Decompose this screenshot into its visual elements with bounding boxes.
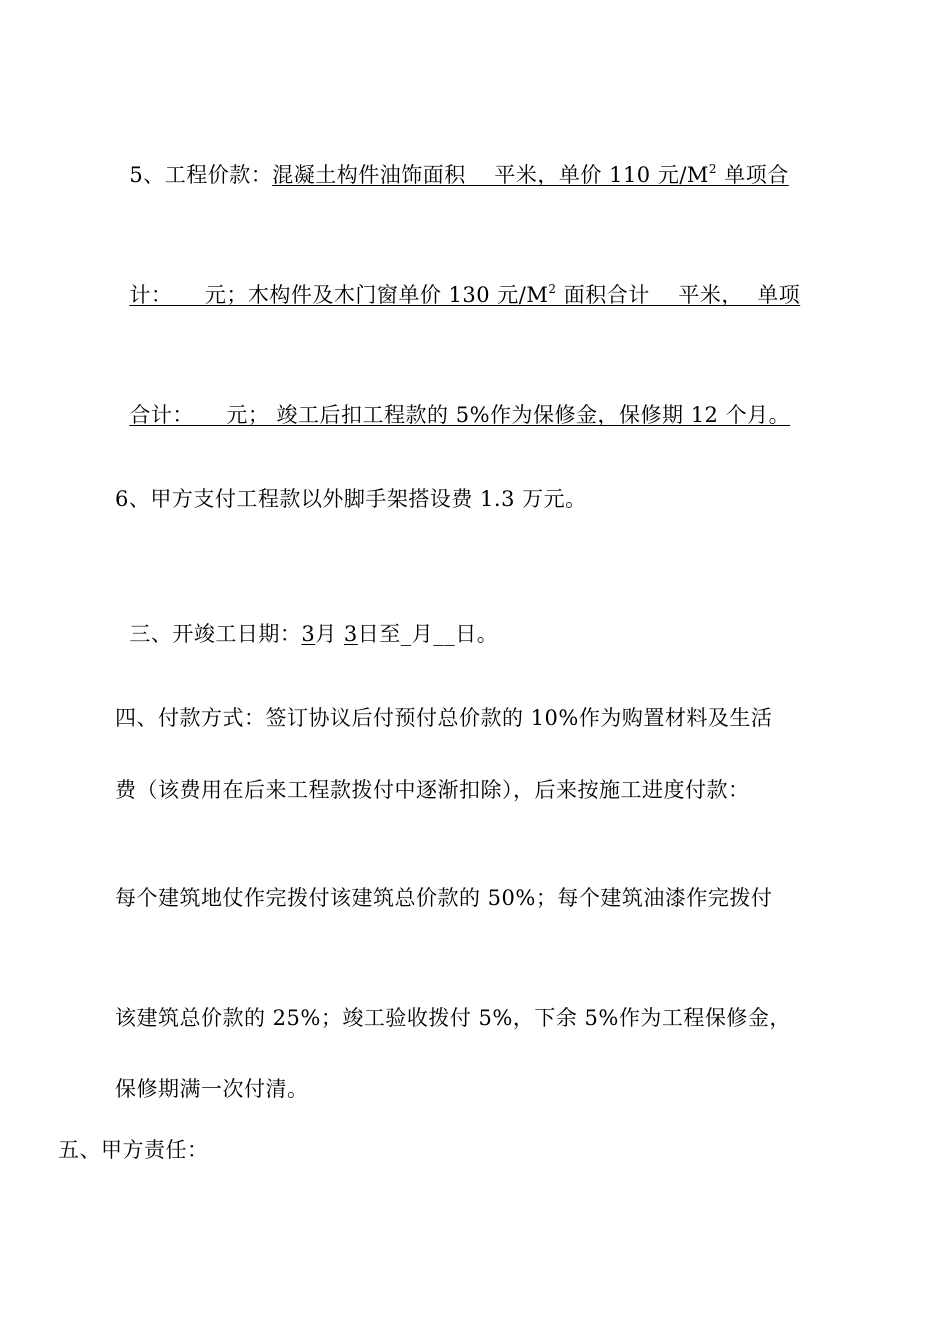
section3-suffix: 日至_月__日。 [357,622,499,646]
item5-prefix: 5、工程价款： [129,163,273,187]
item5-underlined-text-2: 计： 元；木构件及木门窗单价 130 元$/M^2$ 面积合计 平米， 单项 [129,282,801,307]
month-label: 月 [315,622,344,646]
section4-line5: 保修期满一次付清。 [115,1077,309,1101]
section3-line [115,595,498,647]
section3-prefix: 三、开竣工日期： [129,622,302,646]
start-month: 3 [301,622,316,646]
section4-line1: 四、付款方式：签订协议后付预付总价款的 10%作为购置材料及生活 [115,706,773,730]
section4-line4: 该建筑总价款的 25%；竣工验收拨付 5%，下余 5%作为工程保修金， [115,1006,791,1030]
item5-underlined-text-1: 混凝土构件油饰面积 平米，单价 110 元$/M^2$ 单项合 [272,162,789,187]
item6-line: 6、甲方支付工程款以外脚手架搭设费 1.3 万元。 [115,487,587,511]
section4-line2: 费（该费用在后来工程款拨付中逐渐扣除），后来按施工进度付款： [115,778,750,802]
item5-line3 [115,376,790,428]
item5-line2 [115,256,800,308]
item5-underlined-text-3: 合计： 元； 竣工后扣工程款的 5%作为保修金，保修期 12 个月。 [129,403,791,427]
item5-line1 [115,136,789,188]
start-day: 3 [343,622,358,646]
section5-heading: 五、甲方责任： [58,1138,209,1162]
section4-line3: 每个建筑地仗作完拨付该建筑总价款的 50%；每个建筑油漆作完拨付 [115,886,773,910]
